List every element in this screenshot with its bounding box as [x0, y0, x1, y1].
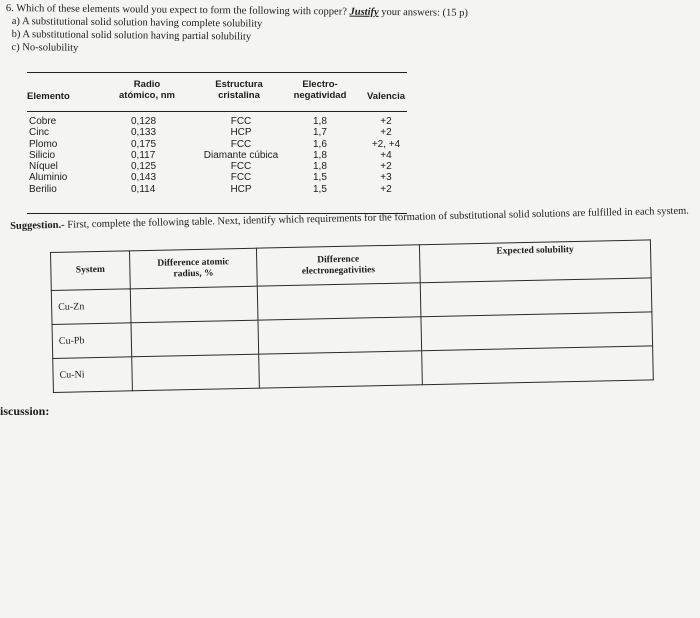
column-electronegativities	[313, 116, 327, 195]
table-cell: 0,125	[131, 161, 157, 173]
system-cell: Cu-Zn	[51, 289, 131, 325]
table-cell: +2	[380, 127, 392, 139]
header-electronegativity-difference: Difference electronegativities	[256, 245, 420, 286]
table-cell: +2	[380, 116, 392, 127]
option-c: c) No-solubility	[11, 42, 79, 54]
table-cell: FCC	[230, 161, 252, 173]
radius-difference-cell[interactable]	[132, 354, 260, 391]
suggestion-text: First, complete the following table. Next, identify which requirements for the formation of substitutional solid solutions are fulfilled in each system.	[64, 205, 690, 231]
properties-header-row	[27, 73, 407, 112]
table-cell: Cinc	[29, 127, 50, 139]
justify-word: Justify	[349, 6, 379, 18]
option-b: b) A substitutional solid solution having partial solubility	[11, 29, 252, 43]
column-radii	[131, 116, 156, 195]
requirements-table	[50, 239, 654, 393]
table-cell: 1,7	[313, 127, 327, 139]
question-points: your answers: (15 p)	[378, 6, 468, 19]
table-cell: 1,5	[313, 172, 327, 184]
table-cell: +3	[380, 172, 392, 184]
table-cell: FCC	[230, 138, 252, 150]
electronegativity-difference-cell[interactable]	[258, 317, 422, 354]
header-element: Elemento	[27, 91, 70, 102]
header-radius-difference: Difference atomic radius, %	[129, 248, 257, 289]
column-valences	[361, 116, 411, 195]
question-block	[5, 2, 468, 59]
expected-solubility-cell[interactable]	[421, 312, 653, 351]
properties-body	[27, 116, 407, 208]
table-cell: Berilio	[29, 183, 57, 195]
table-cell: Diamante cúbica	[203, 149, 279, 161]
table-cell: Aluminio	[29, 172, 68, 184]
radius-difference-cell[interactable]	[131, 320, 259, 357]
radius-difference-cell[interactable]	[130, 286, 258, 323]
header-structure: Estructura cristalina	[215, 79, 263, 101]
table-cell: +4	[380, 149, 392, 161]
table-cell: +2	[380, 161, 392, 173]
table-cell: 0,143	[131, 172, 157, 184]
table-cell: 1,8	[313, 161, 327, 173]
table-cell: 0,128	[131, 116, 157, 127]
column-elements	[29, 116, 67, 195]
table-cell: 1,5	[313, 183, 327, 195]
option-a: a) A substitutional solid solution having complete solubility	[11, 16, 263, 30]
column-structures	[195, 116, 287, 195]
suggestion-label: Suggestion.-	[10, 219, 65, 232]
table-cell: 0,175	[131, 138, 157, 150]
system-cell: Cu-Pb	[52, 323, 132, 359]
header-radius: Radio atómico, nm	[119, 79, 175, 101]
header-system: System	[51, 251, 131, 291]
system-cell: Cu-Ni	[53, 357, 133, 393]
table-cell: Plomo	[29, 138, 58, 150]
table-cell: 0,117	[131, 149, 156, 161]
table-cell: Cobre	[29, 116, 57, 127]
header-electronegativity: Electro- negatividad	[293, 79, 347, 101]
table-cell: Silicio	[29, 149, 56, 161]
table-cell: 0,133	[131, 127, 157, 139]
table-cell: FCC	[230, 172, 252, 184]
element-properties-table	[27, 72, 407, 208]
table-cell: 1,8	[313, 149, 327, 161]
header-valence: Valencia	[366, 91, 406, 102]
table-cell: +2	[380, 183, 392, 195]
electronegativity-difference-cell[interactable]	[257, 283, 421, 320]
table-cell: 1,6	[313, 138, 327, 150]
table-cell: HCP	[230, 183, 252, 195]
table-cell: FCC	[230, 116, 252, 127]
table-cell: HCP	[230, 127, 252, 139]
expected-solubility-cell[interactable]	[420, 278, 652, 317]
expected-solubility-cell[interactable]	[422, 346, 654, 385]
table-cell: 1,8	[313, 116, 327, 127]
electronegativity-difference-cell[interactable]	[259, 351, 423, 388]
table-cell: +2, +4	[371, 138, 401, 150]
discussion-heading: iscussion:	[0, 404, 50, 418]
suggestion-paragraph	[10, 204, 700, 233]
table-cell: 0,114	[131, 183, 156, 195]
table-cell: Níquel	[29, 161, 58, 173]
question-text: 6. Which of these elements would you expect to form the following with copper?	[5, 2, 347, 18]
header-expected-solubility: Expected solubility	[419, 240, 651, 283]
